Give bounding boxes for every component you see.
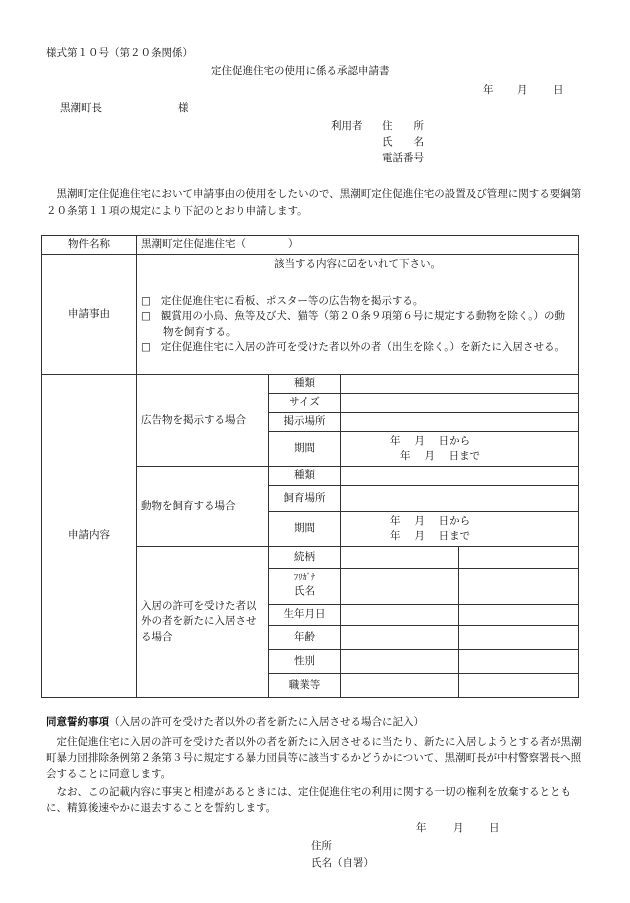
resident-age-field-2[interactable] (459, 626, 579, 650)
intro-paragraph: 黒潮町定住促進住宅において申請事由の使用をしたいので、黒潮町定住促進住宅の設置及び管理に関する要綱第２０条第１１項の規定により下記のとおり申請します。 (46, 188, 582, 217)
checkbox[interactable]: □ (141, 295, 151, 308)
animal-period-label: 期間 (269, 512, 341, 547)
animal-period-from: 年 月 日から (390, 514, 471, 527)
animal-place-label: 飼育場所 (269, 486, 341, 512)
resident-job-label: 職業等 (269, 674, 341, 698)
reason-text-resident: 定住促進住宅に入居の許可を受けた者以外の者（出生を除く。）を新たに入居させる。 (160, 340, 565, 353)
animal-place-field[interactable] (341, 486, 579, 512)
consent-address-label: 住所 (311, 840, 332, 852)
date-day-label: 日 (553, 84, 564, 96)
advert-place-field[interactable] (341, 413, 579, 432)
honorific: 様 (178, 102, 189, 114)
checkbox[interactable]: □ (141, 310, 151, 323)
resident-name-field-1[interactable] (341, 569, 459, 605)
resident-job-field-2[interactable] (459, 674, 579, 698)
advert-type-field[interactable] (341, 375, 579, 394)
reason-label: 申請事由 (42, 255, 137, 375)
reason-text-animal: 観賞用の小鳥、魚等及び犬、猫等（第２０条９項第６号に規定する動物を除く。）の動物を飼育する。 (160, 310, 565, 338)
applicant-label: 利用者 (331, 120, 363, 132)
property-row (42, 236, 579, 255)
resident-birth-field-2[interactable] (459, 605, 579, 626)
consent-heading-note: （入居の許可を受けた者以外の者を新たに入居させる場合に記入） (109, 716, 424, 728)
reason-option-animal[interactable] (141, 309, 574, 339)
consent-paragraph-1: 定住促進住宅に入居の許可を受けた者以外の者を新たに入居させるに当たり、新たに入居しようとする者が黒潮町暴力団排除条例第２条第３号に規定する暴力団員等に該当するかどうかについて、黒潮町長が中村警察署長へ照会することに同意します。 (46, 736, 582, 780)
animal-period-field[interactable] (341, 512, 579, 547)
reason-option-resident[interactable] (141, 340, 574, 355)
advert-period-from: 年 月 日から (390, 434, 471, 447)
resident-job-field-1[interactable] (341, 674, 459, 698)
animal-type-field[interactable] (341, 467, 579, 486)
reason-option-advert[interactable] (141, 294, 574, 309)
applicant-address-label: 住 所 (382, 120, 424, 132)
advert-size-label: サイズ (269, 394, 341, 413)
resident-birth-label: 生年月日 (269, 605, 341, 626)
document-title: 定住促進住宅の使用に係る承認申請書 (211, 65, 390, 77)
applicant-phone-label: 電話番号 (382, 152, 424, 164)
consent-heading: 同意誓約事項 (46, 716, 109, 728)
applicant-name-label: 氏 名 (382, 136, 424, 148)
resident-relation-label: 続柄 (269, 547, 341, 569)
property-label: 物件名称 (42, 236, 137, 255)
resident-age-label: 年齢 (269, 626, 341, 650)
advert-period-label: 期間 (269, 432, 341, 467)
application-table (41, 235, 579, 698)
consent-date-day: 日 (489, 822, 500, 834)
resident-label: 入居の許可を受けた者以外の者を新たに入居させる場合 (137, 547, 269, 698)
animal-label: 動物を飼育する場合 (137, 467, 269, 547)
advert-period-to: 年 月 日まで (400, 450, 481, 462)
date-month-label: 月 (517, 84, 528, 96)
advert-type-row (42, 375, 579, 394)
date-year-label: 年 (483, 84, 494, 96)
reason-cell (137, 255, 579, 375)
resident-name-field-2[interactable] (459, 569, 579, 605)
resident-age-field-1[interactable] (341, 626, 459, 650)
consent-paragraph-2: なお、この記載内容に事実と相違があるときには、定住促進住宅の利用に関する一切の権利を放棄するとともに、精算後速やかに退去することを誓約します。 (46, 786, 571, 814)
resident-sex-field-1[interactable] (341, 650, 459, 674)
advert-period-field[interactable] (341, 432, 579, 467)
resident-birth-field-1[interactable] (341, 605, 459, 626)
resident-sex-field-2[interactable] (459, 650, 579, 674)
resident-relation-field-1[interactable] (341, 547, 459, 569)
advert-place-label: 掲示場所 (269, 413, 341, 432)
resident-name-label: 氏名 (294, 584, 315, 597)
form-number: 様式第１０号（第２０条関係） (46, 47, 193, 59)
consent-date-month: 月 (453, 822, 464, 834)
reason-text-advert: 定住促進住宅に看板、ポスター等の広告物を掲示する。 (160, 295, 424, 308)
resident-sex-label: 性別 (269, 650, 341, 674)
animal-period-to: 年 月 日まで (390, 530, 471, 542)
resident-name-label-cell (269, 569, 341, 605)
consent-heading-line (46, 716, 424, 730)
advert-type-label: 種類 (269, 375, 341, 394)
resident-relation-field-2[interactable] (459, 547, 579, 569)
property-value[interactable]: 黒潮町定住促進住宅（ ） (137, 236, 579, 255)
addressee: 黒潮町長 (60, 102, 102, 114)
content-label: 申請内容 (42, 375, 137, 698)
advert-label: 広告物を掲示する場合 (137, 375, 269, 467)
animal-type-label: 種類 (269, 467, 341, 486)
advert-size-field[interactable] (341, 394, 579, 413)
consent-date-year: 年 (416, 822, 427, 834)
reason-row (42, 255, 579, 375)
reason-instruction: 該当する内容に☑をいれて下さい。 (274, 258, 441, 270)
resident-furigana-label: ﾌﾘｶﾞﾅ (293, 573, 316, 584)
checkbox[interactable]: □ (141, 340, 151, 353)
consent-name-label: 氏名（自署） (311, 857, 374, 869)
